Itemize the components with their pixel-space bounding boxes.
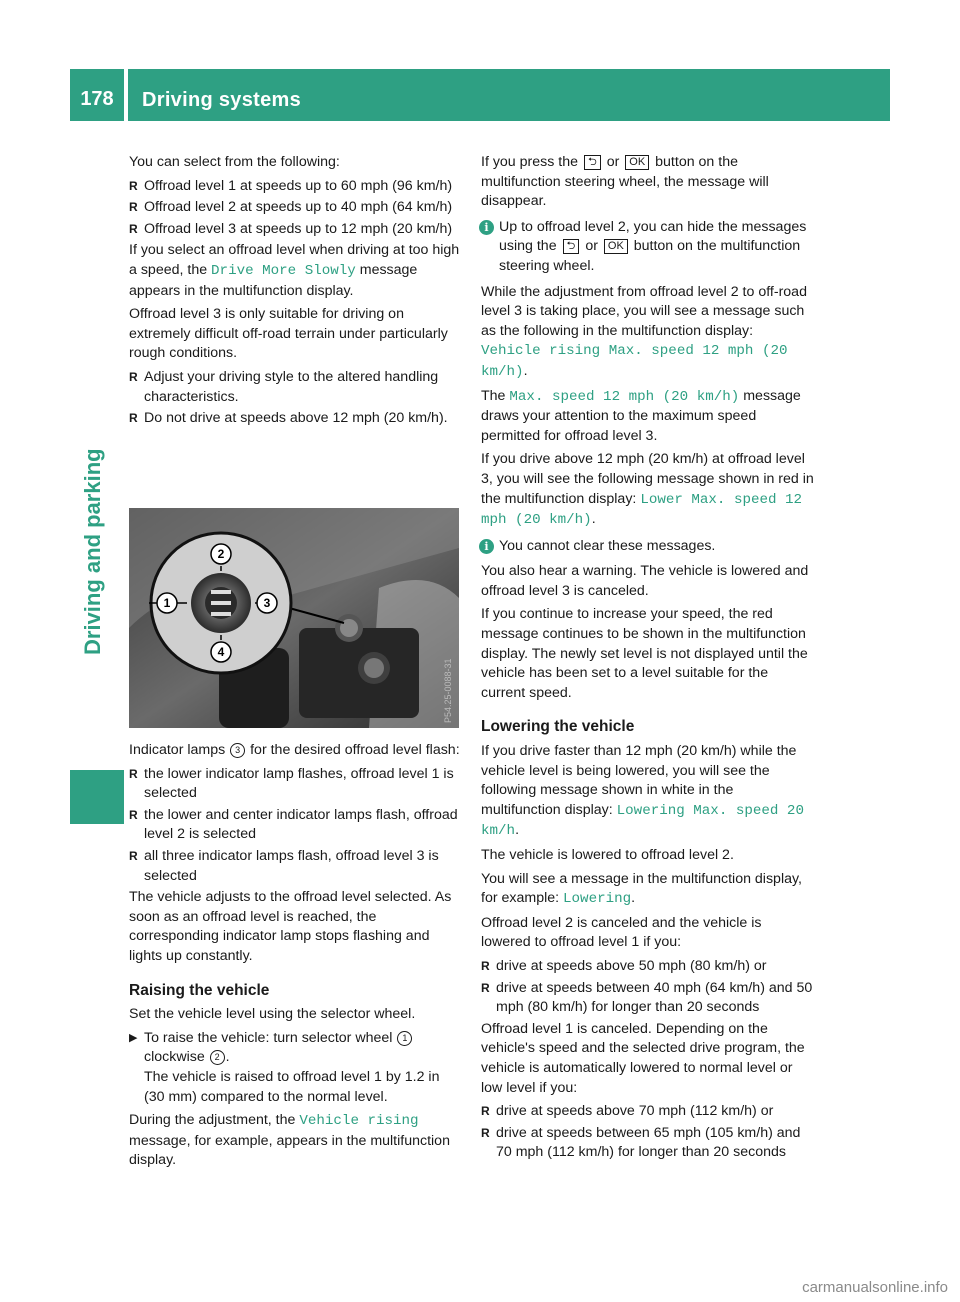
heading-raising: Raising the vehicle — [129, 981, 270, 999]
list-item: R Offroad level 1 at speeds up to 60 mph (96 km/h) — [129, 177, 462, 197]
photo-code: P54.25-0088-31 — [443, 658, 453, 723]
paragraph-while: While the adjustment from offroad level 2 to off-road level 3 is taking place, you will see a message such as the following in the multifunction display: Vehicle rising Max. speed 12 mph (20 km/h). — [481, 283, 807, 380]
footer-site: carmanualsonline.info — [802, 1279, 948, 1296]
paragraph-adjusts: The vehicle adjusts to the offroad level selected. As soon as an offroad level is reached, the corresponding indicator lamp stops flashing and lights up constantly. — [129, 889, 452, 964]
selector-wheel-photo — [129, 508, 459, 728]
info-note: i Up to offroad level 2, you can hide the messages using the ⮌ or OK button on the multifunction steering wheel. — [481, 218, 814, 277]
message-rising-max: Vehicle rising Max. speed 12 mph (20 km/h) — [481, 343, 788, 380]
list-item: R Do not drive at speeds above 12 mph (20 km/h). — [129, 409, 462, 429]
paragraph-above: If you drive above 12 mph (20 km/h) at offroad level 3, you will see the following message shown in red in the multifunction display: Lower Max. speed 12 mph (20 km/h). — [481, 451, 814, 529]
paragraph-during: During the adjustment, the Vehicle rising message, for example, appears in the multifunction display. — [129, 1112, 450, 1169]
info-note: i You cannot clear these messages. — [481, 537, 814, 557]
list-item: R drive at speeds between 40 mph (64 km/h) and 50 mph (80 km/h) for longer than 20 seconds — [481, 979, 814, 1018]
heading-lowering: Lowering the vehicle — [481, 718, 635, 736]
paragraph-canceled1: Offroad level 1 is canceled. Depending on the vehicle's speed and the selected drive program, the vehicle is automatically lowered to normal level or low level if you: — [481, 1020, 805, 1096]
callout-1: 1 — [163, 596, 171, 610]
paragraph-faster: If you drive faster than 12 mph (20 km/h) while the vehicle level is being lowered, you will see the following message shown in white in the multifunction display: Lowering Max. speed 20 km/h. — [481, 743, 804, 840]
side-tab-marker — [70, 770, 124, 824]
callout-2: 2 — [217, 547, 225, 561]
paragraph-max-speed: The Max. speed 12 mph (20 km/h) message draws your attention to the maximum speed permitted for offroad level 3. — [481, 387, 801, 444]
callout-1-ref: 1 — [397, 1031, 412, 1046]
list-item: R the lower indicator lamp flashes, offroad level 1 is selected — [129, 765, 462, 804]
paragraph-indicator: Indicator lamps 3 for the desired offroad level flash: — [129, 742, 460, 758]
paragraph-canceled2: Offroad level 2 is canceled and the vehicle is lowered to offroad level 1 if you: — [481, 914, 762, 951]
paragraph-level3: Offroad level 3 is only suitable for driving on extremely difficult off-road terrain under particularly rough conditions. — [129, 306, 448, 362]
section-title: Driving systems — [142, 89, 302, 111]
list-item: R drive at speeds between 65 mph (105 km/h) and 70 mph (112 km/h) for longer than 20 seconds — [481, 1124, 814, 1163]
list-item: R drive at speeds above 70 mph (112 km/h) or — [481, 1102, 814, 1122]
left-column-lower — [129, 741, 462, 1175]
back-button-icon: ⮌ — [584, 155, 601, 170]
left-column — [129, 153, 462, 431]
intro-text: You can select from the following: — [129, 154, 340, 170]
message-drive-more-slowly: Drive More Slowly — [211, 262, 356, 279]
info-icon: i — [479, 539, 494, 554]
list-item: R the lower and center indicator lamps flash, offroad level 2 is selected — [129, 806, 462, 845]
paragraph-speed: If you select an offroad level when driving at too high a speed, the Drive More Slowly message appears in the multifunction display. — [129, 242, 460, 299]
page-number: 178 — [70, 69, 124, 121]
paragraph-see: You will see a message in the multifunction display, for example: Lowering. — [481, 870, 802, 908]
info-icon: i — [479, 220, 494, 235]
callout-2-ref: 2 — [210, 1050, 225, 1065]
paragraph-lowered2: The vehicle is lowered to offroad level 2. — [481, 847, 734, 863]
message-lowering: Lowering — [563, 891, 632, 908]
right-column — [481, 153, 814, 1165]
instruction-raise: ▶ To raise the vehicle: turn selector wheel 1 clockwise 2 . The vehicle is raised to offroad level 1 by 1.2 in (30 mm) compared to the normal level. — [129, 1029, 462, 1107]
message-max-speed: Max. speed 12 mph (20 km/h) — [509, 388, 740, 405]
callout-4: 4 — [217, 645, 225, 659]
paragraph-set-level: Set the vehicle level using the selector wheel. — [129, 1006, 416, 1023]
paragraph-continue: If you continue to increase your speed, the red message continues to be shown in the multifunction display. The newly set level is not displayed until the vehicle has been set to a level suitable for the current speed. — [481, 606, 808, 701]
message-lowering-max: Lowering Max. speed 20 km/h — [481, 802, 804, 840]
ok-button-icon: OK — [604, 239, 628, 254]
list-item: R Offroad level 2 at speeds up to 40 mph (64 km/h) — [129, 198, 462, 218]
callout-3-ref: 3 — [230, 743, 245, 758]
message-vehicle-rising: Vehicle rising — [299, 1113, 419, 1130]
side-tab-label: Driving and parking — [80, 448, 105, 655]
paragraph-press: If you press the ⮌ or OK button on the multifunction steering wheel, the message will disappear. — [481, 154, 769, 210]
ok-button-icon: OK — [625, 155, 649, 170]
list-item: R Adjust your driving style to the altered handling characteristics. — [129, 368, 462, 407]
callout-3: 3 — [263, 596, 271, 610]
back-button-icon: ⮌ — [563, 239, 580, 254]
message-lower-max: Lower Max. speed 12 mph (20 km/h) — [481, 491, 803, 529]
list-item: R Offroad level 3 at speeds up to 12 mph (20 km/h) — [129, 220, 462, 240]
paragraph-warning: You also hear a warning. The vehicle is lowered and offroad level 3 is canceled. — [481, 563, 809, 599]
list-item: R all three indicator lamps flash, offroad level 3 is selected — [129, 847, 462, 886]
list-item: R drive at speeds above 50 mph (80 km/h) or — [481, 957, 814, 977]
